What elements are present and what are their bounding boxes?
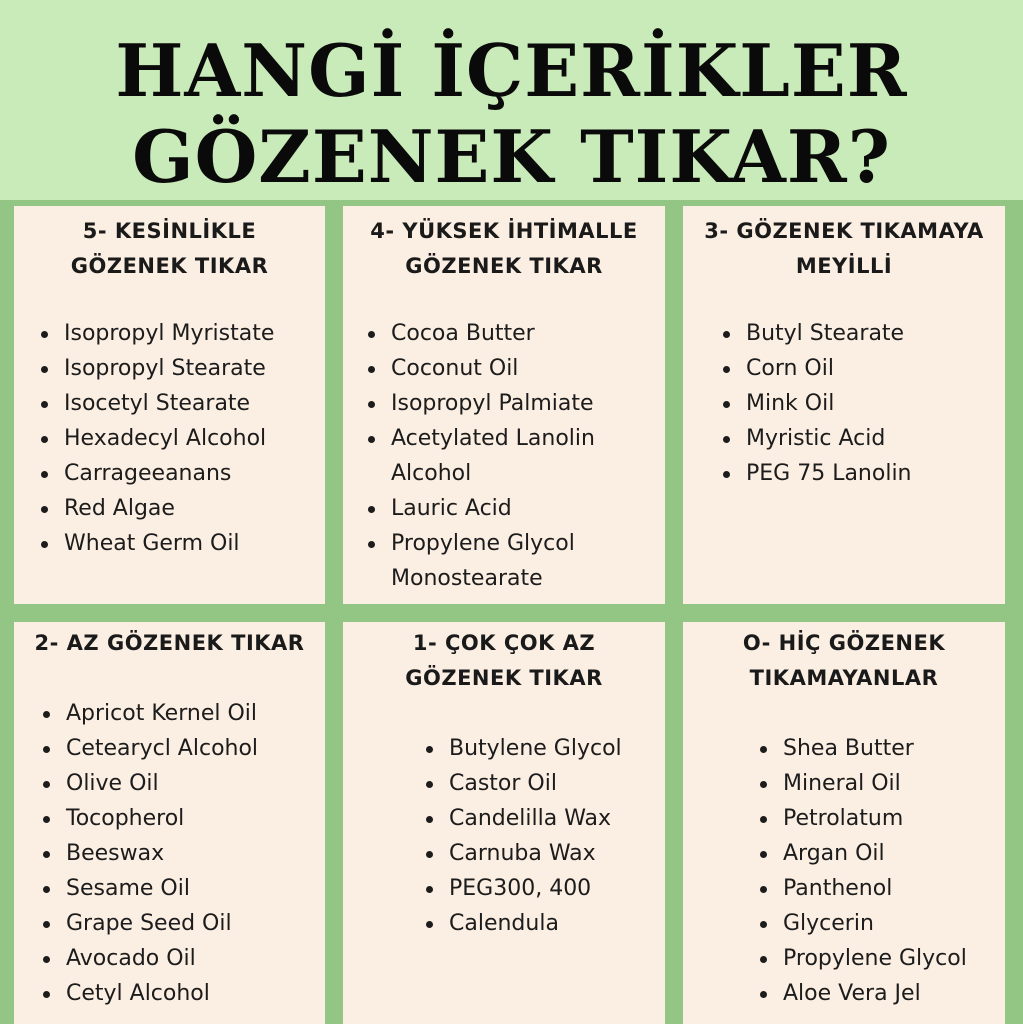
list-item: Butyl Stearate [720, 316, 912, 351]
list-item: Tocopherol [40, 801, 258, 836]
list-item: Propylene Glycol [365, 526, 595, 561]
card-heading: 5- KESİNLİKLE GÖZENEK TIKAR [70, 219, 269, 278]
ingredient-list [365, 316, 595, 596]
ingredient-list [38, 316, 274, 561]
list-item: Mineral Oil [757, 766, 967, 801]
list-item: Olive Oil [40, 766, 258, 801]
card-heading: 1- ÇOK ÇOK AZ GÖZENEK TIKAR [405, 631, 603, 690]
card-heading: 4- YÜKSEK İHTİMALLE GÖZENEK TIKAR [370, 219, 638, 278]
list-item: Red Algae [38, 491, 274, 526]
list-item: Glycerin [757, 906, 967, 941]
list-item: Butylene Glycol [423, 731, 622, 766]
list-item: Grape Seed Oil [40, 906, 258, 941]
card-heading: O- HİÇ GÖZENEK TIKAMAYANLAR [742, 631, 946, 690]
card-level-0 [683, 622, 1005, 1024]
ingredient-list [423, 731, 622, 941]
list-item: Cetearycl Alcohol [40, 731, 258, 766]
list-item: Beeswax [40, 836, 258, 871]
card-level-5 [14, 206, 325, 604]
title-line-1: HANGİ İÇERİKLER [115, 28, 908, 113]
list-item: Wheat Germ Oil [38, 526, 274, 561]
title-line-2: GÖZENEK TIKAR? [132, 114, 891, 199]
ingredient-list [720, 316, 912, 491]
list-item: Panthenol [757, 871, 967, 906]
list-item: Isopropyl Myristate [38, 316, 274, 351]
list-item: Lauric Acid [365, 491, 595, 526]
list-item: Carrageeanans [38, 456, 274, 491]
card-heading: 3- GÖZENEK TIKAMAYA MEYİLLİ [704, 219, 984, 278]
list-item: Apricot Kernel Oil [40, 696, 258, 731]
list-item: Hexadecyl Alcohol [38, 421, 274, 456]
list-item: Coconut Oil [365, 351, 595, 386]
list-item: Candelilla Wax [423, 801, 622, 836]
list-item: Petrolatum [757, 801, 967, 836]
list-item: Aloe Vera Jel [757, 976, 967, 1011]
list-item: Avocado Oil [40, 941, 258, 976]
card-level-4 [343, 206, 665, 604]
list-item: Myristic Acid [720, 421, 912, 456]
list-item: Cetyl Alcohol [40, 976, 258, 1011]
ingredient-list [757, 731, 967, 1011]
list-item: PEG 75 Lanolin [720, 456, 912, 491]
card-level-3 [683, 206, 1005, 604]
list-item: Calendula [423, 906, 622, 941]
card-level-2 [14, 622, 325, 1024]
list-item: PEG300, 400 [423, 871, 622, 906]
card-level-1 [343, 622, 665, 1024]
card-heading: 2- AZ GÖZENEK TIKAR [34, 631, 305, 655]
list-item: Isocetyl Stearate [38, 386, 274, 421]
list-item: Shea Butter [757, 731, 967, 766]
list-item-continuation: Monostearate [391, 566, 543, 591]
list-item: Isopropyl Stearate [38, 351, 274, 386]
list-item: Cocoa Butter [365, 316, 595, 351]
list-item: Corn Oil [720, 351, 912, 386]
list-item: Propylene Glycol [757, 941, 967, 976]
list-item: Mink Oil [720, 386, 912, 421]
list-item: Acetylated Lanolin [365, 421, 595, 456]
page-title [0, 28, 1023, 200]
list-item: Carnuba Wax [423, 836, 622, 871]
list-item-continuation: Alcohol [391, 461, 472, 486]
list-item: Castor Oil [423, 766, 622, 801]
list-item: Isopropyl Palmiate [365, 386, 595, 421]
list-item: Sesame Oil [40, 871, 258, 906]
list-item: Argan Oil [757, 836, 967, 871]
ingredient-list [40, 696, 258, 1011]
